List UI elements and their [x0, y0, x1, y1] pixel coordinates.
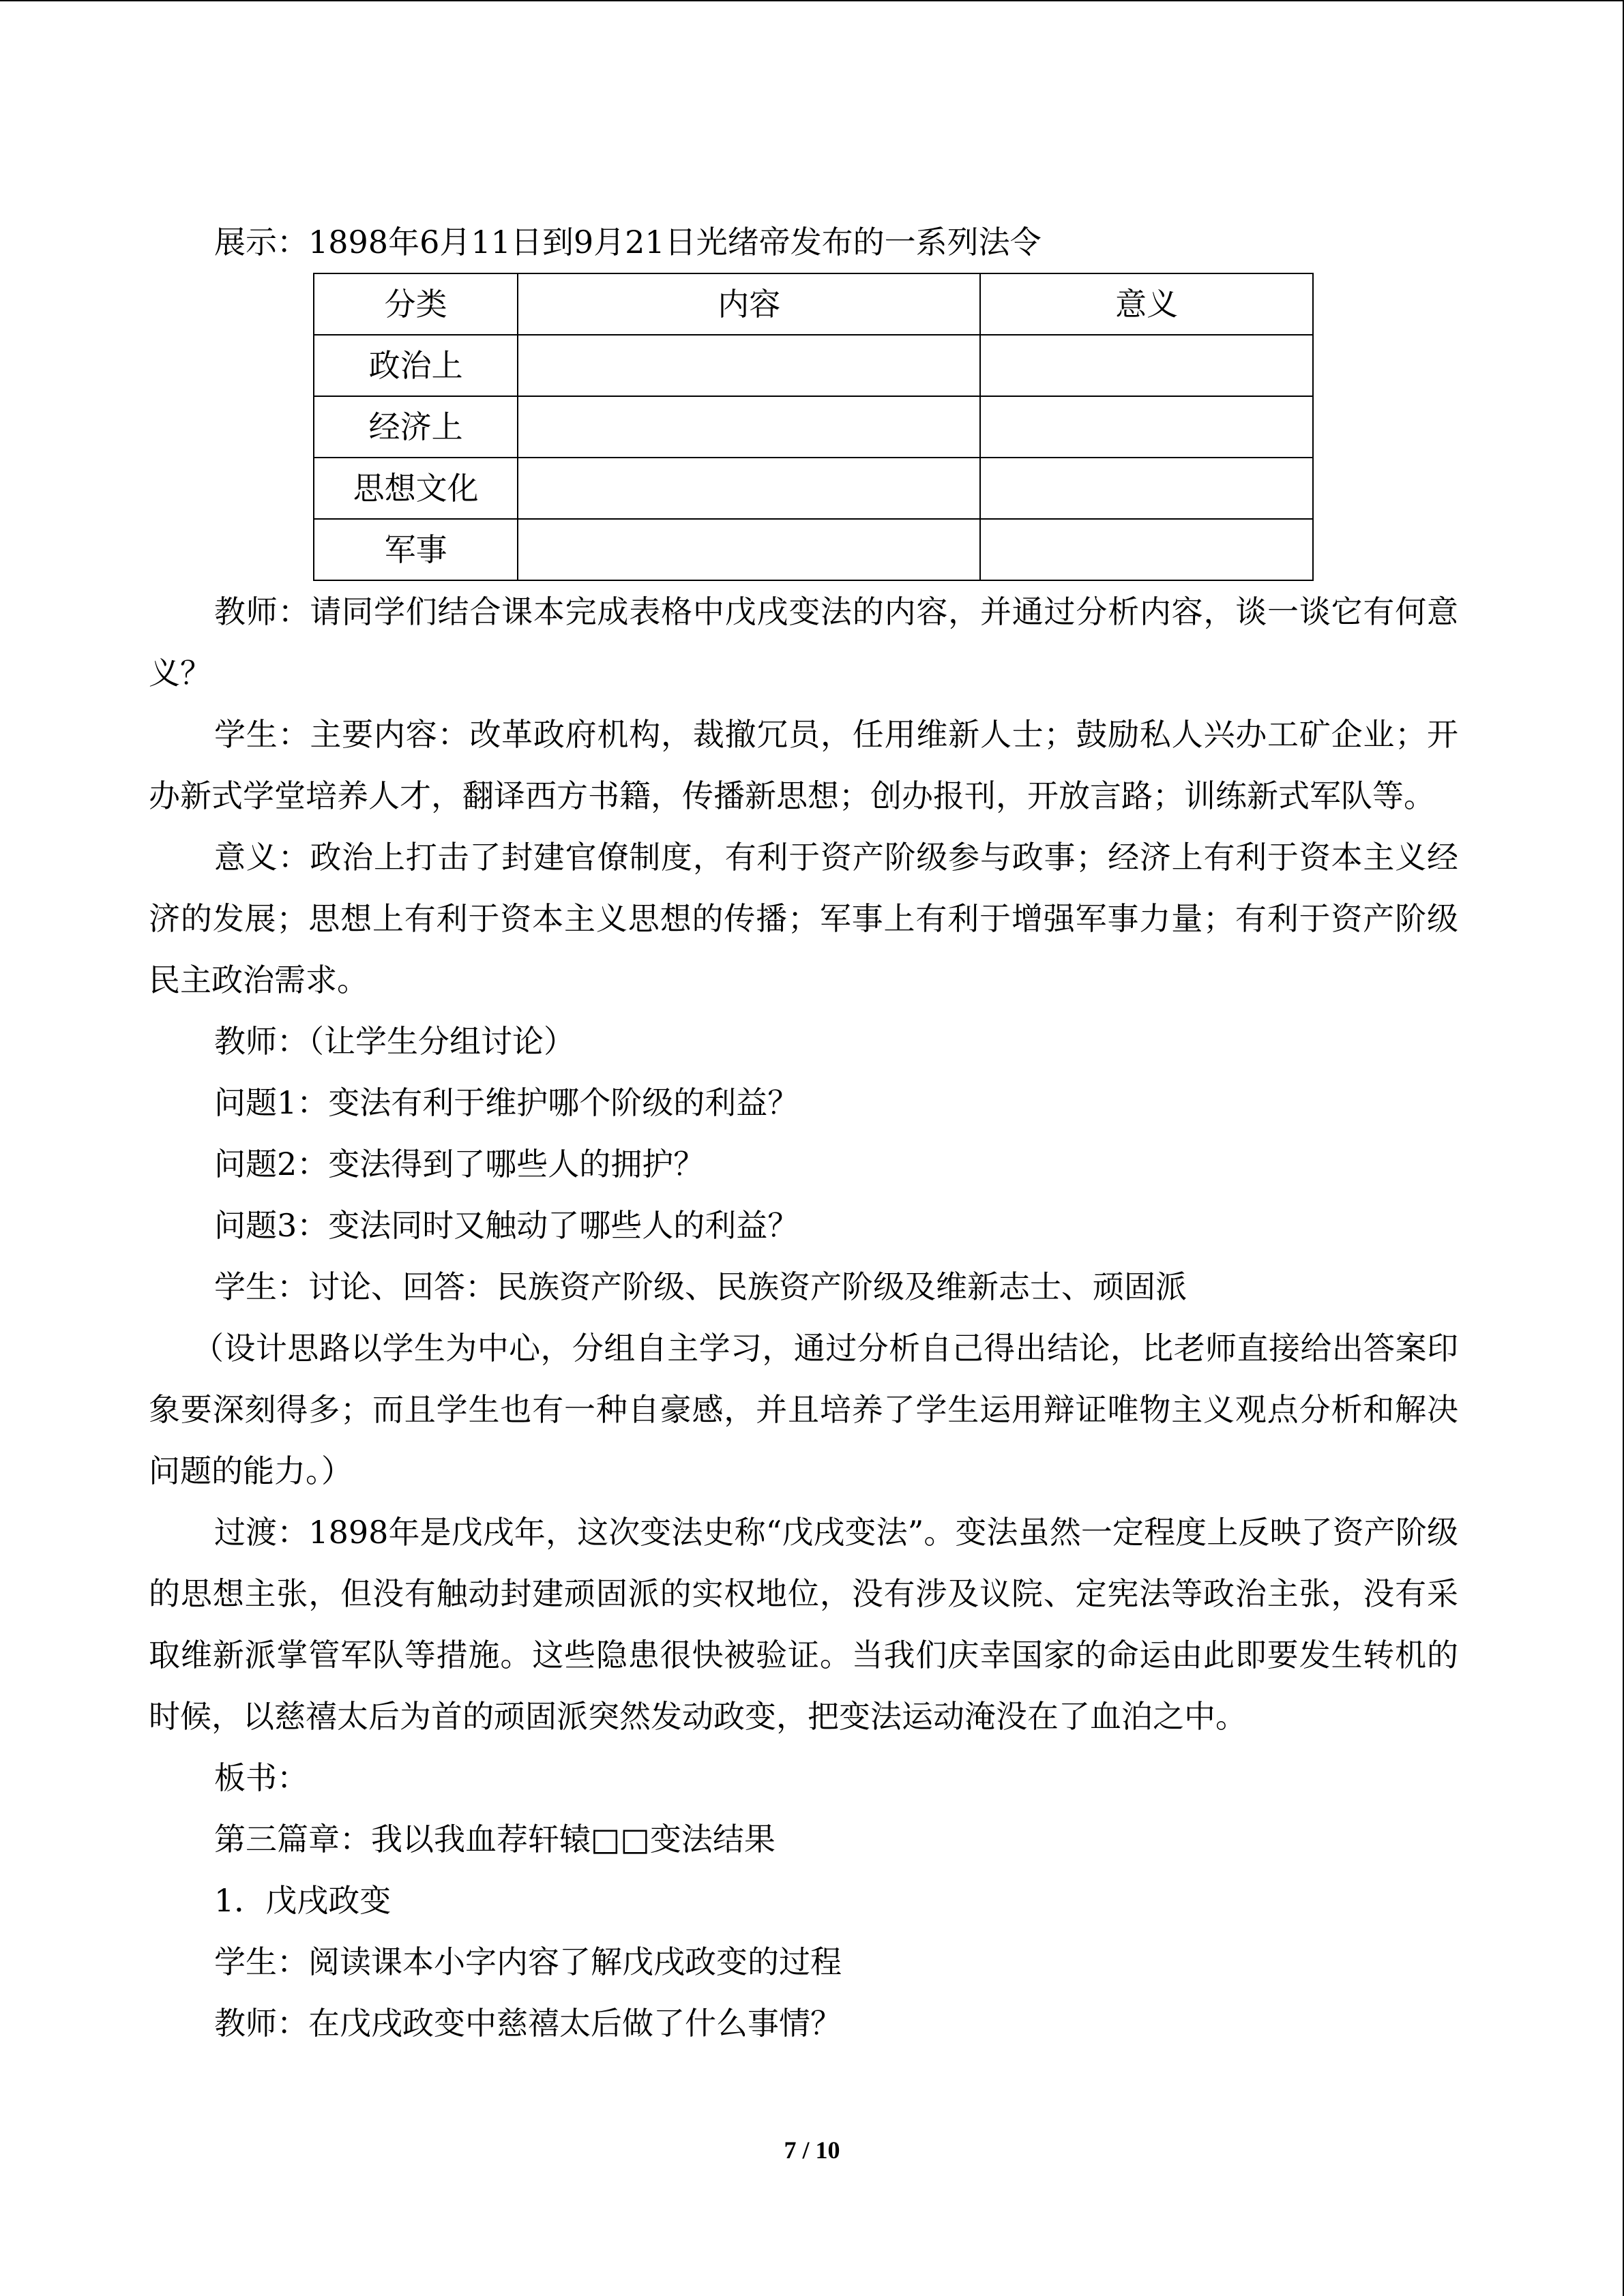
- board-label: 板书：: [214, 1759, 308, 1796]
- significance-paragraph: 意义：政治上打击了封建官僚制度，有利于资产阶级参与政事；经济上有利于资本主义经济的发展；思想上有利于资本主义思想的传播；军事上有利于增强军事力量；有利于资产阶级民主政治需求。: [149, 839, 1458, 998]
- reform-decrees-table: [313, 273, 1314, 581]
- section-heading: 1．戊戌政变: [214, 1882, 392, 1919]
- transition-paragraph: 过渡：1898年是戊戌年，这次变法史称“戊戌变法”。变法虽然一定程度上反映了资产阶级的思想主张，但没有触动封建顽固派的实权地位，没有涉及议院、定宪法等政治主张，没有采取维新派掌管军队等措施。这些隐患很快被验证。当我们庆幸国家的命运由此即要发生转机的时候，以慈禧太后为首的顽固派突然发动政变，把变法运动淹没在了血泊之中。: [149, 1514, 1458, 1735]
- teacher-discussion: 教师：（让学生分组讨论）: [214, 1023, 575, 1060]
- table-row: [314, 519, 1313, 580]
- header-category: 分类: [314, 273, 518, 335]
- row-content: [518, 458, 980, 519]
- header-content: 内容: [518, 273, 980, 335]
- row-category: 军事: [314, 519, 518, 580]
- page-number: 7 / 10: [784, 2136, 840, 2164]
- row-content: [518, 396, 980, 458]
- student-answer-content: 学生：主要内容：改革政府机构，裁撤冗员，任用维新人士；鼓励私人兴办工矿企业；开办新式学堂培养人才，翻译西方书籍，传播新思想；创办报刊，开放言路；训练新式军队等。: [149, 716, 1458, 814]
- design-note: （设计思路以学生为中心，分组自主学习，通过分析自己得出结论，比老师直接给出答案印象要深刻得多；而且学生也有一种自豪感，并且培养了学生运用辩证唯物主义观点分析和解决问题的能力。）: [149, 1330, 1458, 1489]
- row-meaning: [980, 396, 1313, 458]
- header-meaning: 意义: [980, 273, 1313, 335]
- question-1: 问题1：变法有利于维护哪个阶级的利益？: [214, 1084, 799, 1121]
- row-meaning: [980, 335, 1313, 396]
- row-category: 经济上: [314, 396, 518, 458]
- table-row: [314, 396, 1313, 458]
- student-discussion-answer: 学生：讨论、回答：民族资产阶级、民族资产阶级及维新志士、顽固派: [214, 1268, 1187, 1305]
- document-body: [149, 211, 1458, 2054]
- page-border-top: [0, 0, 1624, 1]
- row-category: 政治上: [314, 335, 518, 396]
- chapter-heading: 第三篇章：我以我血荐轩辕□□变法结果: [214, 1821, 776, 1858]
- table-header-row: [314, 273, 1313, 335]
- question-2: 问题2：变法得到了哪些人的拥护？: [214, 1146, 705, 1182]
- row-meaning: [980, 458, 1313, 519]
- teacher-question: 教师：在戊戌政变中慈禧太后做了什么事情？: [214, 2005, 842, 2042]
- row-content: [518, 519, 980, 580]
- teacher-prompt: 教师：请同学们结合课本完成表格中戊戌变法的内容，并通过分析内容，谈一谈它有何意义？: [149, 593, 1458, 691]
- table-row: [314, 458, 1313, 519]
- intro-line: 展示：1898年6月11日到9月21日光绪帝发布的一系列法令: [214, 224, 1042, 260]
- row-meaning: [980, 519, 1313, 580]
- row-category: 思想文化: [314, 458, 518, 519]
- table-row: [314, 335, 1313, 396]
- row-content: [518, 335, 980, 396]
- student-reading: 学生：阅读课本小字内容了解戊戌政变的过程: [214, 1943, 842, 1980]
- question-3: 问题3：变法同时又触动了哪些人的利益？: [214, 1207, 799, 1244]
